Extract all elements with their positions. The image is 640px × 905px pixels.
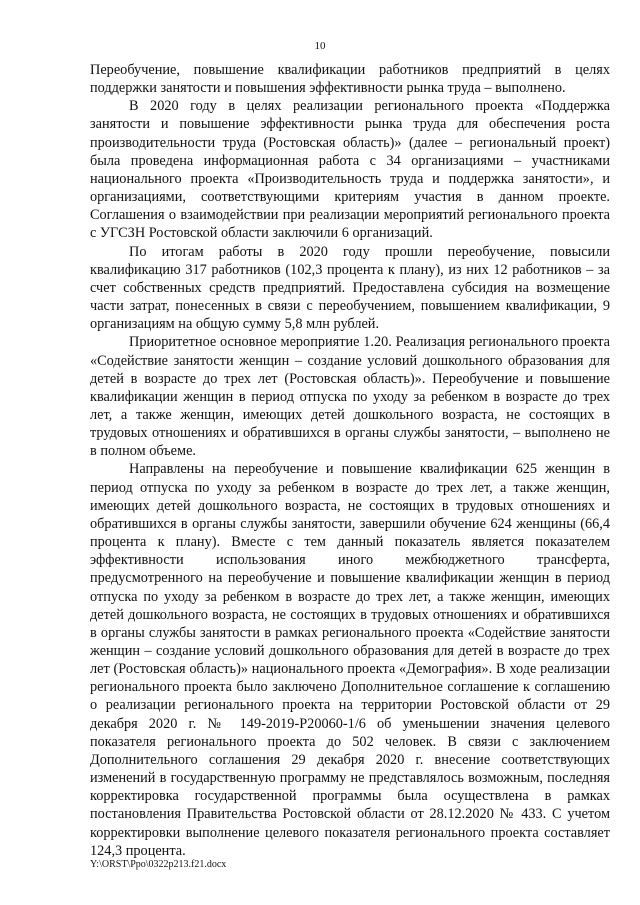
- page-number: 10: [314, 40, 326, 52]
- footer-file-path: Y:\ORST\Ppo\0322p213.f21.docx: [90, 859, 227, 870]
- paragraph-women-retraining: Направлены на переобучение и повышение квалификации 625 женщин в период отпуска по уходу за ребенком в возрасте до трех лет, а также женщин, имеющих детей дошкольного возраста, не состоящих в трудовых отношениях и обратившихся в органы службы занятости, завершили обучение 624 женщины (66,4 процента к плану). Вместе с тем данный показатель является показателем эффективности использования иного межбюджетного трансферта, предусмотренного на переобучение и повышение квалификации женщин в период отпуска по уходу за ребенком в возрасте до трех лет, а также женщин, имеющих детей дошкольного возраста, не состоящих в трудовых отношениях и обратившихся в органы службы занятости в рамках регионального проекта «Содействие занятости женщин – создание условий дошкольного образования для детей в возрасте до трех лет (Ростовская область)» национального проекта «Демография». В ходе реализации регионального проекта было заключено Дополнительное соглашение к соглашению о реализации регионального проекта на территории Ростовской области от 29 декабря 2020 г. № 149-2019-Р20060-1/6 об уменьшении значения целевого показателя регионального проекта до 502 человек. В связи с заключением Дополнительного соглашения 29 декабря 2020 г. внесение соответствующих изменений в государственную программу не представлялось возможным, последняя корректировка государственной программы была осуществлена в рамках постановления Правительства Ростовской области от 28.12.2020 № 433. С учетом корректировки выполнение целевого показателя регионального проекта составляет 124,3 процента.: [90, 461, 610, 859]
- paragraph-retraining-summary: Переобучение, повышение квалификации работников предприятий в целях поддержки занятости и повышения эффективности рынка труда – выполнено.: [90, 62, 610, 97]
- document-body: [90, 61, 610, 860]
- paragraph-priority-measure-1-20: Приоритетное основное мероприятие 1.20. Реализация регионального проекта «Содействие занятости женщин – создание условий дошкольного образования для детей в возрасте до трех лет (Ростовская область)». Переобучение и повышение квалификации женщин в период отпуска по уходу за ребенком в возрасте до трех лет, а также женщин, имеющих детей дошкольного возраста, не состоящих в трудовых отношениях и обратившихся в органы службы занятости, – выполнено не в полном объеме.: [90, 334, 610, 460]
- paragraph-results-2020: По итогам работы в 2020 году прошли переобучение, повысили квалификацию 317 работников (102,3 процента к плану), из них 12 работников – за счет собственных средств предприятий. Предоставлена субсидия на возмещение части затрат, понесенных в связи с переобучением, повышением квалификации, 9 организациям на общую сумму 5,8 млн рублей.: [90, 243, 610, 333]
- paragraph-regional-project-2020: В 2020 году в целях реализации регионального проекта «Поддержка занятости и повышение эффективности рынка труда для обеспечения роста производительности труда (Ростовская область)» (далее – региональный проект) была проведена информационная работа с 34 организациями – участниками национального проекта «Производительность труда и поддержка занятости», и организациями, соответствующими критериям участия в данном проекте. Соглашения о взаимодействии при реализации мероприятий регионального проекта с УГСЗН Ростовской области заключили 6 организаций.: [90, 98, 610, 242]
